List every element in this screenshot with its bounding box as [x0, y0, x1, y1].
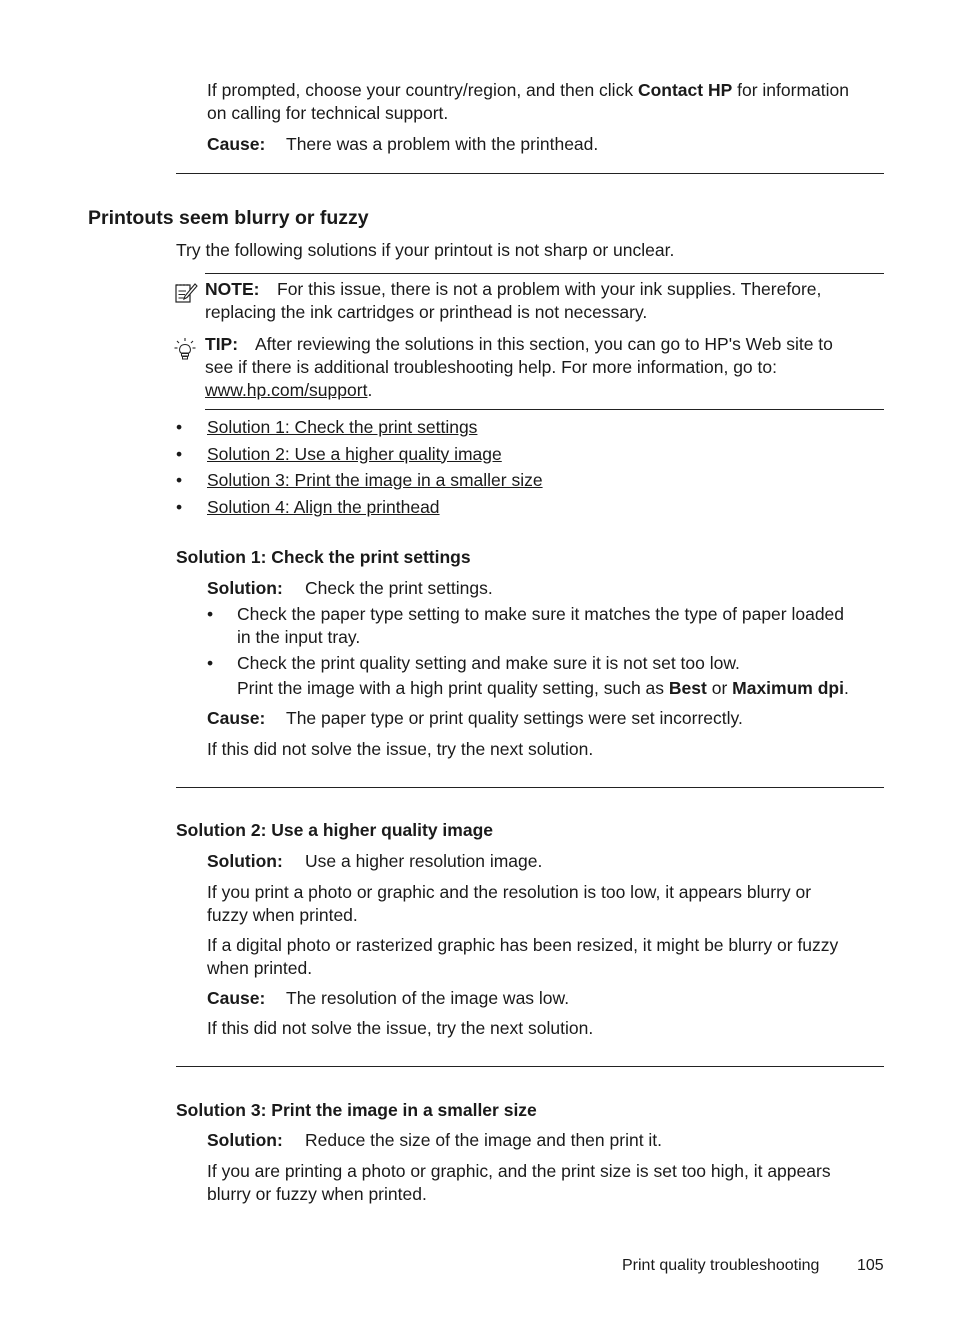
solution-3-title: Solution 3: Print the image in a smaller size: [176, 1100, 537, 1120]
bullet: •: [176, 417, 183, 437]
note-top-rule: [205, 273, 884, 274]
solution-1-bullet-2: [207, 652, 849, 700]
solution-label: Solution:: [207, 851, 283, 871]
tip-text: see if there is additional troubleshooting help. For more information, go to:: [205, 357, 777, 377]
tip-text: .: [367, 380, 373, 400]
solution-text: Reduce the size of the image and then print it.: [305, 1130, 663, 1150]
toc-link-solution-3[interactable]: Solution 3: Print the image in a smaller size: [207, 470, 543, 490]
solution-text: Use a higher resolution image.: [305, 851, 543, 871]
bullet-text-part: or: [706, 678, 733, 698]
bullet: •: [207, 653, 214, 673]
note-text: replacing the ink cartridges or printhead is not necessary.: [205, 302, 648, 322]
bullet: •: [207, 604, 214, 624]
paragraph-text: If a digital photo or rasterized graphic has been resized, it might be blurry or fuzzy: [207, 935, 839, 955]
note-block: [205, 278, 821, 324]
cause-text: The paper type or print quality settings were set incorrectly.: [286, 708, 743, 728]
solution-1-title: Solution 1: Check the print settings: [176, 547, 471, 567]
bullet-text: Check the paper type setting to make sure it matches the type of paper loaded: [237, 604, 845, 624]
bullet-text-part: .: [843, 678, 849, 698]
paragraph-text: If you print a photo or graphic and the resolution is too low, it appears blurry or: [207, 882, 812, 902]
solution-2-paragraph-2: [207, 934, 838, 980]
footer-section-title: Print quality troubleshooting: [622, 1257, 820, 1274]
intro-cause: [207, 133, 598, 156]
intro-text: If prompted, choose your country/region, and then click: [207, 80, 638, 100]
hp-support-link[interactable]: www.hp.com/support: [205, 380, 368, 400]
bullet-text-part: Print the image with a high print quality setting, such as: [237, 678, 669, 698]
section-title: Printouts seem blurry or fuzzy: [88, 207, 369, 229]
toc-link-solution-2[interactable]: Solution 2: Use a higher quality image: [207, 443, 502, 464]
note-bottom-rule: [205, 409, 884, 410]
solution-2-paragraph-1: [207, 881, 811, 927]
intro-text: for information: [732, 80, 849, 100]
bullet: •: [176, 496, 183, 517]
bullet: •: [176, 443, 183, 464]
best-label: Best: [668, 678, 707, 698]
paragraph-text: when printed.: [207, 958, 313, 978]
solution-1-cause: [207, 707, 743, 730]
solution-label: Solution:: [207, 578, 283, 598]
solution-label: Solution:: [207, 1130, 283, 1150]
cause-text: There was a problem with the printhead.: [286, 134, 599, 154]
intro-paragraph: [207, 79, 849, 125]
toc-link-solution-4[interactable]: Solution 4: Align the printhead: [207, 496, 440, 517]
solution-1-next: If this did not solve the issue, try the next solution.: [207, 739, 594, 759]
contact-hp-label: Contact HP: [637, 80, 733, 100]
page-number: 105: [857, 1257, 884, 1274]
cause-label: Cause:: [207, 708, 266, 728]
solution-text: Check the print settings.: [305, 578, 493, 598]
lightbulb-icon: [174, 337, 196, 366]
solution-2-cause: [207, 987, 569, 1010]
bullet: •: [176, 470, 183, 490]
tip-label: TIP:: [205, 334, 239, 354]
solution-1-solution: [207, 577, 493, 600]
tip-text: After reviewing the solutions in this section, you can go to HP's Web site to: [255, 334, 833, 354]
divider: [176, 1066, 884, 1067]
bullet-text: Check the print quality setting and make sure it is not set too low.: [237, 653, 740, 673]
paragraph-text: fuzzy when printed.: [207, 905, 358, 925]
solution-2-next: If this did not solve the issue, try the next solution.: [207, 1018, 594, 1038]
toc-link-solution-1[interactable]: Solution 1: Check the print settings: [207, 417, 478, 437]
note-text: For this issue, there is not a problem with your ink supplies. Therefore,: [277, 279, 822, 299]
solution-2-solution: [207, 850, 542, 873]
tip-block: [205, 333, 833, 402]
paragraph-text: If you are printing a photo or graphic, and the print size is set too high, it appears: [207, 1161, 831, 1181]
divider: [176, 173, 884, 174]
bullet-text: in the input tray.: [237, 627, 361, 647]
solution-3-solution: [207, 1129, 662, 1152]
cause-label: Cause:: [207, 134, 266, 154]
note-label: NOTE:: [205, 279, 260, 299]
cause-text: The resolution of the image was low.: [286, 988, 570, 1008]
section-intro: Try the following solutions if your printout is not sharp or unclear.: [176, 240, 675, 260]
note-icon: [174, 281, 198, 310]
divider: [176, 787, 884, 788]
solution-2-title: Solution 2: Use a higher quality image: [176, 820, 493, 840]
bullet-text: [237, 677, 849, 700]
solution-1-bullet-1: [207, 603, 844, 649]
intro-text: on calling for technical support.: [207, 103, 449, 123]
cause-label: Cause:: [207, 988, 266, 1008]
paragraph-text: blurry or fuzzy when printed.: [207, 1184, 427, 1204]
maximum-dpi-label: Maximum dpi: [732, 678, 844, 698]
solution-3-paragraph-1: [207, 1160, 831, 1206]
